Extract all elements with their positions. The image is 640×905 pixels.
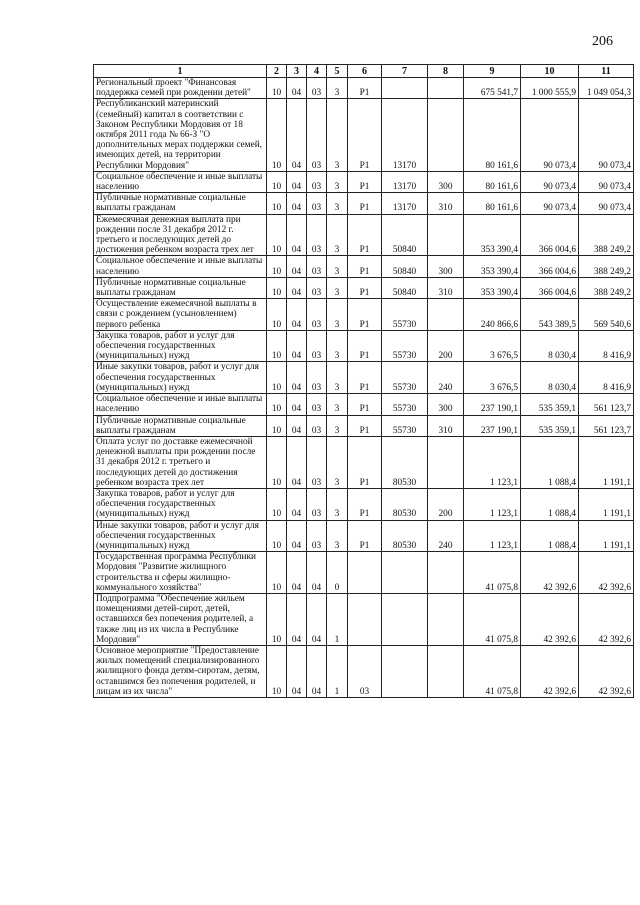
expense-type-cell <box>428 552 464 594</box>
program-code-cell: 04 <box>307 645 327 697</box>
event-code-cell: P1 <box>348 78 382 99</box>
column-header: 5 <box>327 65 348 78</box>
direction-code-cell: 55730 <box>382 362 428 394</box>
subprogram-code-cell: 3 <box>327 78 348 99</box>
event-code-cell: P1 <box>348 520 382 552</box>
expense-type-cell: 300 <box>428 256 464 277</box>
column-header: 3 <box>287 65 307 78</box>
row-name-cell: Иные закупки товаров, работ и услуг для обеспечения государственных (муниципальных) нужд <box>94 362 267 394</box>
subsection-code-cell: 04 <box>287 362 307 394</box>
table-row <box>94 193 634 214</box>
amount-col9-cell: 353 390,4 <box>464 256 521 277</box>
program-code-cell: 03 <box>307 520 327 552</box>
amount-col10-cell: 535 359,1 <box>521 415 579 436</box>
expense-type-cell <box>428 99 464 171</box>
amount-col10-cell: 543 389,5 <box>521 299 579 331</box>
row-name-cell: Публичные нормативные социальные выплаты гражданам <box>94 193 267 214</box>
event-code-cell <box>348 593 382 645</box>
section-code-cell: 10 <box>267 520 287 552</box>
table-row <box>94 436 634 488</box>
row-name-cell: Социальное обеспечение и иные выплаты населению <box>94 171 267 192</box>
expense-type-cell: 200 <box>428 488 464 520</box>
amount-col9-cell: 80 161,6 <box>464 171 521 192</box>
amount-col10-cell: 366 004,6 <box>521 277 579 298</box>
direction-code-cell: 13170 <box>382 193 428 214</box>
page-number: 206 <box>592 34 613 49</box>
table-row <box>94 552 634 594</box>
row-name-cell: Иные закупки товаров, работ и услуг для обеспечения государственных (муниципальных) нужд <box>94 520 267 552</box>
table-row <box>94 99 634 171</box>
subprogram-code-cell: 3 <box>327 256 348 277</box>
amount-col11-cell: 42 392,6 <box>579 593 634 645</box>
amount-col11-cell: 8 416,9 <box>579 362 634 394</box>
subprogram-code-cell: 3 <box>327 415 348 436</box>
column-header: 9 <box>464 65 521 78</box>
direction-code-cell: 55730 <box>382 330 428 362</box>
direction-code-cell <box>382 552 428 594</box>
amount-col10-cell: 1 000 555,9 <box>521 78 579 99</box>
section-code-cell: 10 <box>267 277 287 298</box>
direction-code-cell <box>382 593 428 645</box>
program-code-cell: 03 <box>307 394 327 415</box>
program-code-cell: 03 <box>307 256 327 277</box>
expense-type-cell <box>428 299 464 331</box>
amount-col10-cell: 42 392,6 <box>521 593 579 645</box>
program-code-cell: 03 <box>307 99 327 171</box>
subprogram-code-cell: 3 <box>327 277 348 298</box>
direction-code-cell: 80530 <box>382 488 428 520</box>
subprogram-code-cell: 3 <box>327 330 348 362</box>
row-name-cell: Ежемесячная денежная выплата при рождении после 31 декабря 2012 г. третьего и последующих детей до достижения ребенком возраста трех лет <box>94 214 267 256</box>
expense-type-cell: 310 <box>428 277 464 298</box>
expense-type-cell: 240 <box>428 520 464 552</box>
amount-col10-cell: 1 088,4 <box>521 436 579 488</box>
event-code-cell: P1 <box>348 330 382 362</box>
row-name-cell: Публичные нормативные социальные выплаты гражданам <box>94 277 267 298</box>
amount-col11-cell: 90 073,4 <box>579 171 634 192</box>
column-header: 8 <box>428 65 464 78</box>
expense-type-cell: 200 <box>428 330 464 362</box>
subsection-code-cell: 04 <box>287 99 307 171</box>
amount-col10-cell: 535 359,1 <box>521 394 579 415</box>
program-code-cell: 03 <box>307 214 327 256</box>
table-row <box>94 520 634 552</box>
section-code-cell: 10 <box>267 645 287 697</box>
table-header-row <box>94 65 634 78</box>
expense-type-cell: 310 <box>428 193 464 214</box>
amount-col9-cell: 237 190,1 <box>464 394 521 415</box>
table-row <box>94 277 634 298</box>
expense-type-cell <box>428 436 464 488</box>
event-code-cell: P1 <box>348 362 382 394</box>
amount-col11-cell: 569 540,6 <box>579 299 634 331</box>
direction-code-cell: 80530 <box>382 436 428 488</box>
amount-col9-cell: 353 390,4 <box>464 214 521 256</box>
section-code-cell: 10 <box>267 299 287 331</box>
section-code-cell: 10 <box>267 593 287 645</box>
subsection-code-cell: 04 <box>287 436 307 488</box>
subsection-code-cell: 04 <box>287 299 307 331</box>
expense-type-cell <box>428 645 464 697</box>
subsection-code-cell: 04 <box>287 256 307 277</box>
table-row <box>94 256 634 277</box>
amount-col11-cell: 1 191,1 <box>579 436 634 488</box>
amount-col11-cell: 388 249,2 <box>579 277 634 298</box>
subsection-code-cell: 04 <box>287 394 307 415</box>
amount-col10-cell: 90 073,4 <box>521 193 579 214</box>
direction-code-cell: 50840 <box>382 277 428 298</box>
event-code-cell: P1 <box>348 193 382 214</box>
row-name-cell: Республиканский материнский (семейный) капитал в соответствии с Законом Республики Мордовия от 18 октября 2011 года № 66-З "О дополнительных мерах поддержки семей, имеющих детей, на территории Республики Мордовия" <box>94 99 267 171</box>
amount-col9-cell: 80 161,6 <box>464 99 521 171</box>
direction-code-cell <box>382 78 428 99</box>
program-code-cell: 03 <box>307 415 327 436</box>
section-code-cell: 10 <box>267 99 287 171</box>
column-header: 10 <box>521 65 579 78</box>
subsection-code-cell: 04 <box>287 488 307 520</box>
subsection-code-cell: 04 <box>287 330 307 362</box>
subsection-code-cell: 04 <box>287 415 307 436</box>
column-header: 7 <box>382 65 428 78</box>
amount-col11-cell: 388 249,2 <box>579 256 634 277</box>
event-code-cell: P1 <box>348 394 382 415</box>
column-header: 11 <box>579 65 634 78</box>
amount-col11-cell: 42 392,6 <box>579 645 634 697</box>
section-code-cell: 10 <box>267 488 287 520</box>
amount-col11-cell: 1 049 054,3 <box>579 78 634 99</box>
subsection-code-cell: 04 <box>287 171 307 192</box>
row-name-cell: Региональный проект "Финансовая поддержка семей при рождении детей" <box>94 78 267 99</box>
amount-col10-cell: 90 073,4 <box>521 171 579 192</box>
section-code-cell: 10 <box>267 415 287 436</box>
budget-table <box>93 64 634 698</box>
subprogram-code-cell: 3 <box>327 193 348 214</box>
event-code-cell <box>348 552 382 594</box>
amount-col10-cell: 42 392,6 <box>521 645 579 697</box>
row-name-cell: Закупка товаров, работ и услуг для обеспечения государственных (муниципальных) нужд <box>94 488 267 520</box>
row-name-cell: Подпрограмма "Обеспечение жильем помещениями детей-сирот, детей, оставшихся без попечения родителей, а также лиц из их числа в Республике Мордовия" <box>94 593 267 645</box>
subprogram-code-cell: 3 <box>327 436 348 488</box>
subprogram-code-cell: 3 <box>327 214 348 256</box>
subsection-code-cell: 04 <box>287 277 307 298</box>
expense-type-cell: 240 <box>428 362 464 394</box>
section-code-cell: 10 <box>267 362 287 394</box>
direction-code-cell: 13170 <box>382 99 428 171</box>
amount-col9-cell: 237 190,1 <box>464 415 521 436</box>
table-row <box>94 645 634 697</box>
column-header: 6 <box>348 65 382 78</box>
direction-code-cell <box>382 645 428 697</box>
direction-code-cell: 55730 <box>382 415 428 436</box>
event-code-cell: P1 <box>348 214 382 256</box>
amount-col10-cell: 366 004,6 <box>521 214 579 256</box>
section-code-cell: 10 <box>267 214 287 256</box>
subsection-code-cell: 04 <box>287 645 307 697</box>
amount-col9-cell: 1 123,1 <box>464 520 521 552</box>
amount-col9-cell: 1 123,1 <box>464 436 521 488</box>
table-row <box>94 593 634 645</box>
subprogram-code-cell: 1 <box>327 593 348 645</box>
amount-col9-cell: 3 676,5 <box>464 362 521 394</box>
table-body <box>94 78 634 698</box>
table-row <box>94 394 634 415</box>
event-code-cell: P1 <box>348 299 382 331</box>
amount-col11-cell: 1 191,1 <box>579 520 634 552</box>
amount-col9-cell: 240 866,6 <box>464 299 521 331</box>
program-code-cell: 03 <box>307 330 327 362</box>
subprogram-code-cell: 3 <box>327 171 348 192</box>
column-header: 1 <box>94 65 267 78</box>
subprogram-code-cell: 3 <box>327 99 348 171</box>
subsection-code-cell: 04 <box>287 78 307 99</box>
subsection-code-cell: 04 <box>287 520 307 552</box>
row-name-cell: Оплата услуг по доставке ежемесячной денежной выплаты при рождении после 31 декабря 2012 г. третьего и последующих детей до достижения ребенком возраста трех лет <box>94 436 267 488</box>
program-code-cell: 03 <box>307 193 327 214</box>
row-name-cell: Основное мероприятие "Предоставление жилых помещений специализированного жилищного фонда детям-сиротам, детям, оставшимся без попечения родителей, и лицам из их числа" <box>94 645 267 697</box>
direction-code-cell: 55730 <box>382 299 428 331</box>
direction-code-cell: 80530 <box>382 520 428 552</box>
event-code-cell: P1 <box>348 436 382 488</box>
program-code-cell: 03 <box>307 277 327 298</box>
table-row <box>94 362 634 394</box>
row-name-cell: Социальное обеспечение и иные выплаты населению <box>94 256 267 277</box>
expense-type-cell: 300 <box>428 171 464 192</box>
amount-col10-cell: 8 030,4 <box>521 362 579 394</box>
table-row <box>94 415 634 436</box>
amount-col10-cell: 8 030,4 <box>521 330 579 362</box>
amount-col11-cell: 388 249,2 <box>579 214 634 256</box>
amount-col10-cell: 90 073,4 <box>521 99 579 171</box>
column-header: 4 <box>307 65 327 78</box>
row-name-cell: Государственная программа Республики Мордовия "Развитие жилищного строительства и сферы жилищно-коммунального хозяйства" <box>94 552 267 594</box>
subprogram-code-cell: 3 <box>327 362 348 394</box>
subsection-code-cell: 04 <box>287 214 307 256</box>
direction-code-cell: 55730 <box>382 394 428 415</box>
subsection-code-cell: 04 <box>287 193 307 214</box>
expense-type-cell <box>428 214 464 256</box>
amount-col9-cell: 41 075,8 <box>464 645 521 697</box>
section-code-cell: 10 <box>267 436 287 488</box>
section-code-cell: 10 <box>267 552 287 594</box>
amount-col11-cell: 42 392,6 <box>579 552 634 594</box>
table-row <box>94 214 634 256</box>
amount-col11-cell: 561 123,7 <box>579 394 634 415</box>
program-code-cell: 04 <box>307 593 327 645</box>
subprogram-code-cell: 3 <box>327 488 348 520</box>
section-code-cell: 10 <box>267 78 287 99</box>
program-code-cell: 03 <box>307 362 327 394</box>
amount-col9-cell: 3 676,5 <box>464 330 521 362</box>
program-code-cell: 03 <box>307 436 327 488</box>
program-code-cell: 03 <box>307 488 327 520</box>
amount-col9-cell: 41 075,8 <box>464 593 521 645</box>
subprogram-code-cell: 3 <box>327 299 348 331</box>
amount-col10-cell: 366 004,6 <box>521 256 579 277</box>
subsection-code-cell: 04 <box>287 593 307 645</box>
amount-col10-cell: 1 088,4 <box>521 488 579 520</box>
direction-code-cell: 50840 <box>382 214 428 256</box>
amount-col11-cell: 90 073,4 <box>579 193 634 214</box>
amount-col11-cell: 8 416,9 <box>579 330 634 362</box>
subprogram-code-cell: 0 <box>327 552 348 594</box>
subprogram-code-cell: 3 <box>327 394 348 415</box>
section-code-cell: 10 <box>267 256 287 277</box>
amount-col10-cell: 42 392,6 <box>521 552 579 594</box>
program-code-cell: 04 <box>307 552 327 594</box>
table-row <box>94 330 634 362</box>
section-code-cell: 10 <box>267 171 287 192</box>
expense-type-cell: 300 <box>428 394 464 415</box>
event-code-cell: P1 <box>348 488 382 520</box>
direction-code-cell: 13170 <box>382 171 428 192</box>
event-code-cell: P1 <box>348 256 382 277</box>
subprogram-code-cell: 1 <box>327 645 348 697</box>
program-code-cell: 03 <box>307 78 327 99</box>
section-code-cell: 10 <box>267 193 287 214</box>
amount-col9-cell: 41 075,8 <box>464 552 521 594</box>
program-code-cell: 03 <box>307 171 327 192</box>
subprogram-code-cell: 3 <box>327 520 348 552</box>
event-code-cell: P1 <box>348 277 382 298</box>
program-code-cell: 03 <box>307 299 327 331</box>
row-name-cell: Закупка товаров, работ и услуг для обеспечения государственных (муниципальных) нужд <box>94 330 267 362</box>
amount-col11-cell: 90 073,4 <box>579 99 634 171</box>
event-code-cell: P1 <box>348 99 382 171</box>
amount-col9-cell: 675 541,7 <box>464 78 521 99</box>
row-name-cell: Публичные нормативные социальные выплаты гражданам <box>94 415 267 436</box>
amount-col9-cell: 80 161,6 <box>464 193 521 214</box>
amount-col11-cell: 1 191,1 <box>579 488 634 520</box>
table-row <box>94 299 634 331</box>
table-row <box>94 78 634 99</box>
column-header: 2 <box>267 65 287 78</box>
event-code-cell: P1 <box>348 415 382 436</box>
expense-type-cell: 310 <box>428 415 464 436</box>
amount-col10-cell: 1 088,4 <box>521 520 579 552</box>
row-name-cell: Социальное обеспечение и иные выплаты населению <box>94 394 267 415</box>
section-code-cell: 10 <box>267 330 287 362</box>
direction-code-cell: 50840 <box>382 256 428 277</box>
event-code-cell: 03 <box>348 645 382 697</box>
expense-type-cell <box>428 78 464 99</box>
amount-col9-cell: 1 123,1 <box>464 488 521 520</box>
row-name-cell: Осуществление ежемесячной выплаты в связи с рождением (усыновлением) первого ребенка <box>94 299 267 331</box>
expense-type-cell <box>428 593 464 645</box>
amount-col11-cell: 561 123,7 <box>579 415 634 436</box>
table-row <box>94 488 634 520</box>
event-code-cell: P1 <box>348 171 382 192</box>
amount-col9-cell: 353 390,4 <box>464 277 521 298</box>
section-code-cell: 10 <box>267 394 287 415</box>
subsection-code-cell: 04 <box>287 552 307 594</box>
table-row <box>94 171 634 192</box>
